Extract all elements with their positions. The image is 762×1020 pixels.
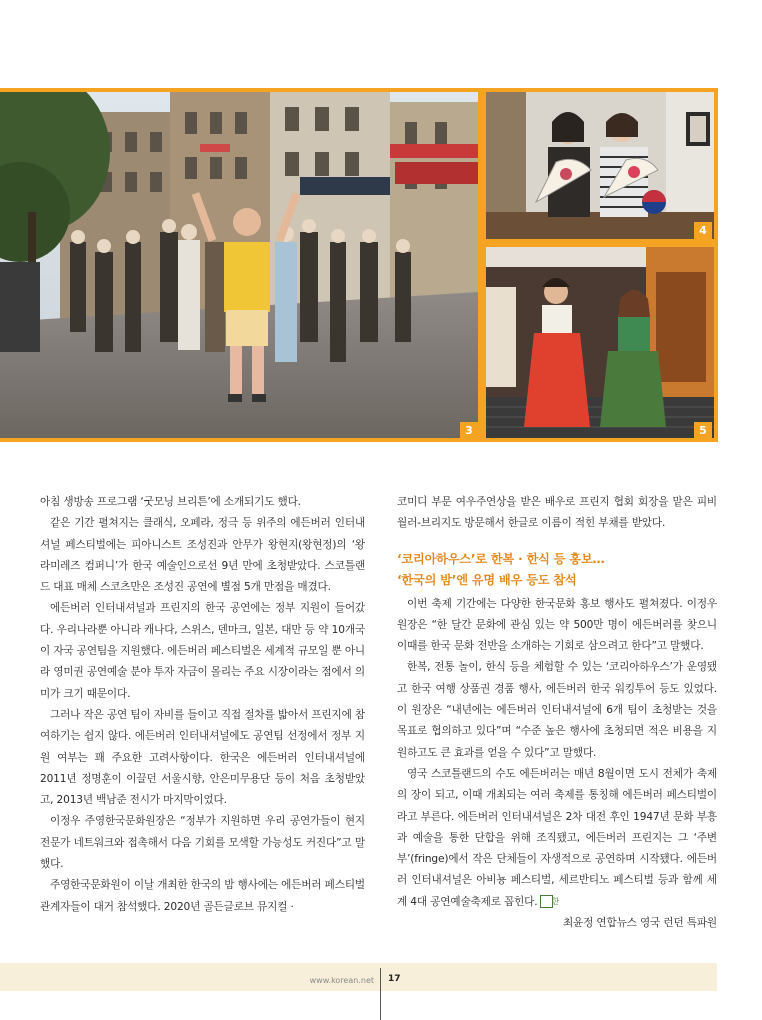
hanbok-illustration — [486, 247, 714, 438]
author-byline: 최윤정 연합뉴스 영국 런던 특파원 — [562, 917, 717, 930]
paragraph: 에든버러 인터내셔널과 프린지의 한국 공연에는 정부 지원이 들어갔다. 우리나라뿐 아니라 캐나다, 스위스, 덴마크, 일본, 대만 등 약 10개국이 자국 공연팀을 지원했다. 에든버러 페스티벌은 세계적 규모일 뿐 아니라 영미권 공연예술 분야 투자 자금이 몰리는 주요 시장이라는 점에서 의미가 크기 때문이다. — [40, 602, 365, 700]
end-mark-icon: 한 — [540, 895, 553, 908]
photo-number-badge: 4 — [694, 222, 712, 240]
photo-women-in-hanbok — [486, 247, 714, 438]
photo-street-parade — [0, 92, 478, 438]
paragraph: 이번 축제 기간에는 다양한 한국문화 홍보 행사도 펼쳐졌다. 이정우 원장은 “한 달간 문화에 관심 있는 약 500만 명이 에든버러를 찾으니 이때를 한국 문화 전반을 소개하는 기회로 삼으려고 한다”고 말했다. — [397, 597, 717, 653]
subheading-line: ‘코리아하우스’로 한복 · 한식 등 홍보… — [397, 551, 605, 566]
fans-illustration — [486, 92, 714, 239]
street-parade-illustration — [0, 92, 478, 438]
paragraph: 주영한국문화원이 이날 개최한 한국의 밤 행사에는 에든버러 페스티벌 관계자들이 대거 참석했다. 2020년 골든글로브 뮤지컬 · — [40, 879, 365, 913]
page-number: 17 — [388, 974, 401, 984]
photo-number-badge: 3 — [460, 422, 478, 440]
article-right-column — [397, 492, 717, 934]
section-subheading — [397, 549, 717, 592]
paragraph: 같은 기간 펼쳐지는 클래식, 오페라, 정극 등 위주의 에든버러 인터내셔널 페스티벌에는 피아니스트 조성진과 안무가 왕현지(왕현정)의 ‘왕 라미레즈 컴퍼니’가 한국 예술인으로선 9년 만에 초청받았다. 스코틀랜드 대표 매체 스코츠만은 조성진 공연에 별점 5개 만점을 매겼다. — [40, 517, 365, 594]
photo-number-badge: 5 — [694, 422, 712, 440]
paragraph: 한복, 전통 놀이, 한식 등을 체험할 수 있는 ‘코리아하우스’가 운영됐고 한국 여행 상품권 경품 행사, 에든버러 한국 워킹투어 등도 있었다. 이 원장은 “내년에는 에든버러 인터내셔널에 6개 팀이 초청받는 것을 목표로 협의하고 있다”며 “수준 높은 행사에 초청되면 적은 비용을 지원하고도 큰 효과를 얻을 수 있다”고 말했다. — [397, 661, 717, 759]
article-left-column — [40, 492, 365, 918]
footer-url: www.korean.net — [309, 976, 374, 985]
paragraph: 코미디 부문 여우주연상을 받은 배우로 프린지 협회 회장을 맡은 피비 월러-브리지도 방문해서 한글로 이름이 적힌 부채를 받았다. — [397, 496, 717, 530]
paragraph-text: 영국 스코틀랜드의 수도 에든버러는 매년 8월이면 도시 전체가 축제의 장이 되고, 이때 개최되는 여러 축제를 통칭해 에든버러 페스티벌이라고 부른다. 에든버러 인터내셔널은 2차 대전 후인 1947년 문화 부흥과 예술을 통한 단합을 위해 조직됐고, 에든버러 프린지는 그 ‘주변부’(fringe)에서 작은 단체들이 자생적으로 공연하며 시작됐다. 에든버러 인터내셔널은 아비뇽 페스티벌, 세르반티노 페스티벌 등과 함께 세계 4대 공연예술축제로 꼽힌다. — [397, 767, 717, 908]
photo-women-with-fans — [486, 92, 714, 239]
paragraph: 그러나 작은 공연 팀이 자비를 들이고 직접 절차를 밟아서 프린지에 참여하기는 쉽지 않다. 에든버러 인터내셔널에도 공연팀 선정에서 정부 지원 여부는 꽤 주요한 고려사항이다. 한국은 에든버러 인터내셔널에 2011년 정명훈이 이끌던 서울시향, 안은미무용단 등이 처음 초청받았고, 2013년 백남준 전시가 마지막이었다. — [40, 708, 365, 807]
footer-divider — [380, 968, 381, 1020]
subheading-line: ‘한국의 밤’엔 유명 배우 등도 참석 — [397, 573, 577, 588]
paragraph: 이정우 주영한국문화원장은 “정부가 지원하면 우리 공연가들이 현지 전문가 네트워크와 접촉해서 다음 기회를 모색할 가능성도 커진다”고 말했다. — [40, 815, 365, 871]
paragraph — [397, 764, 717, 913]
paragraph: 아침 생방송 프로그램 ‘굿모닝 브리튼’에 소개되기도 했다. — [40, 496, 301, 508]
